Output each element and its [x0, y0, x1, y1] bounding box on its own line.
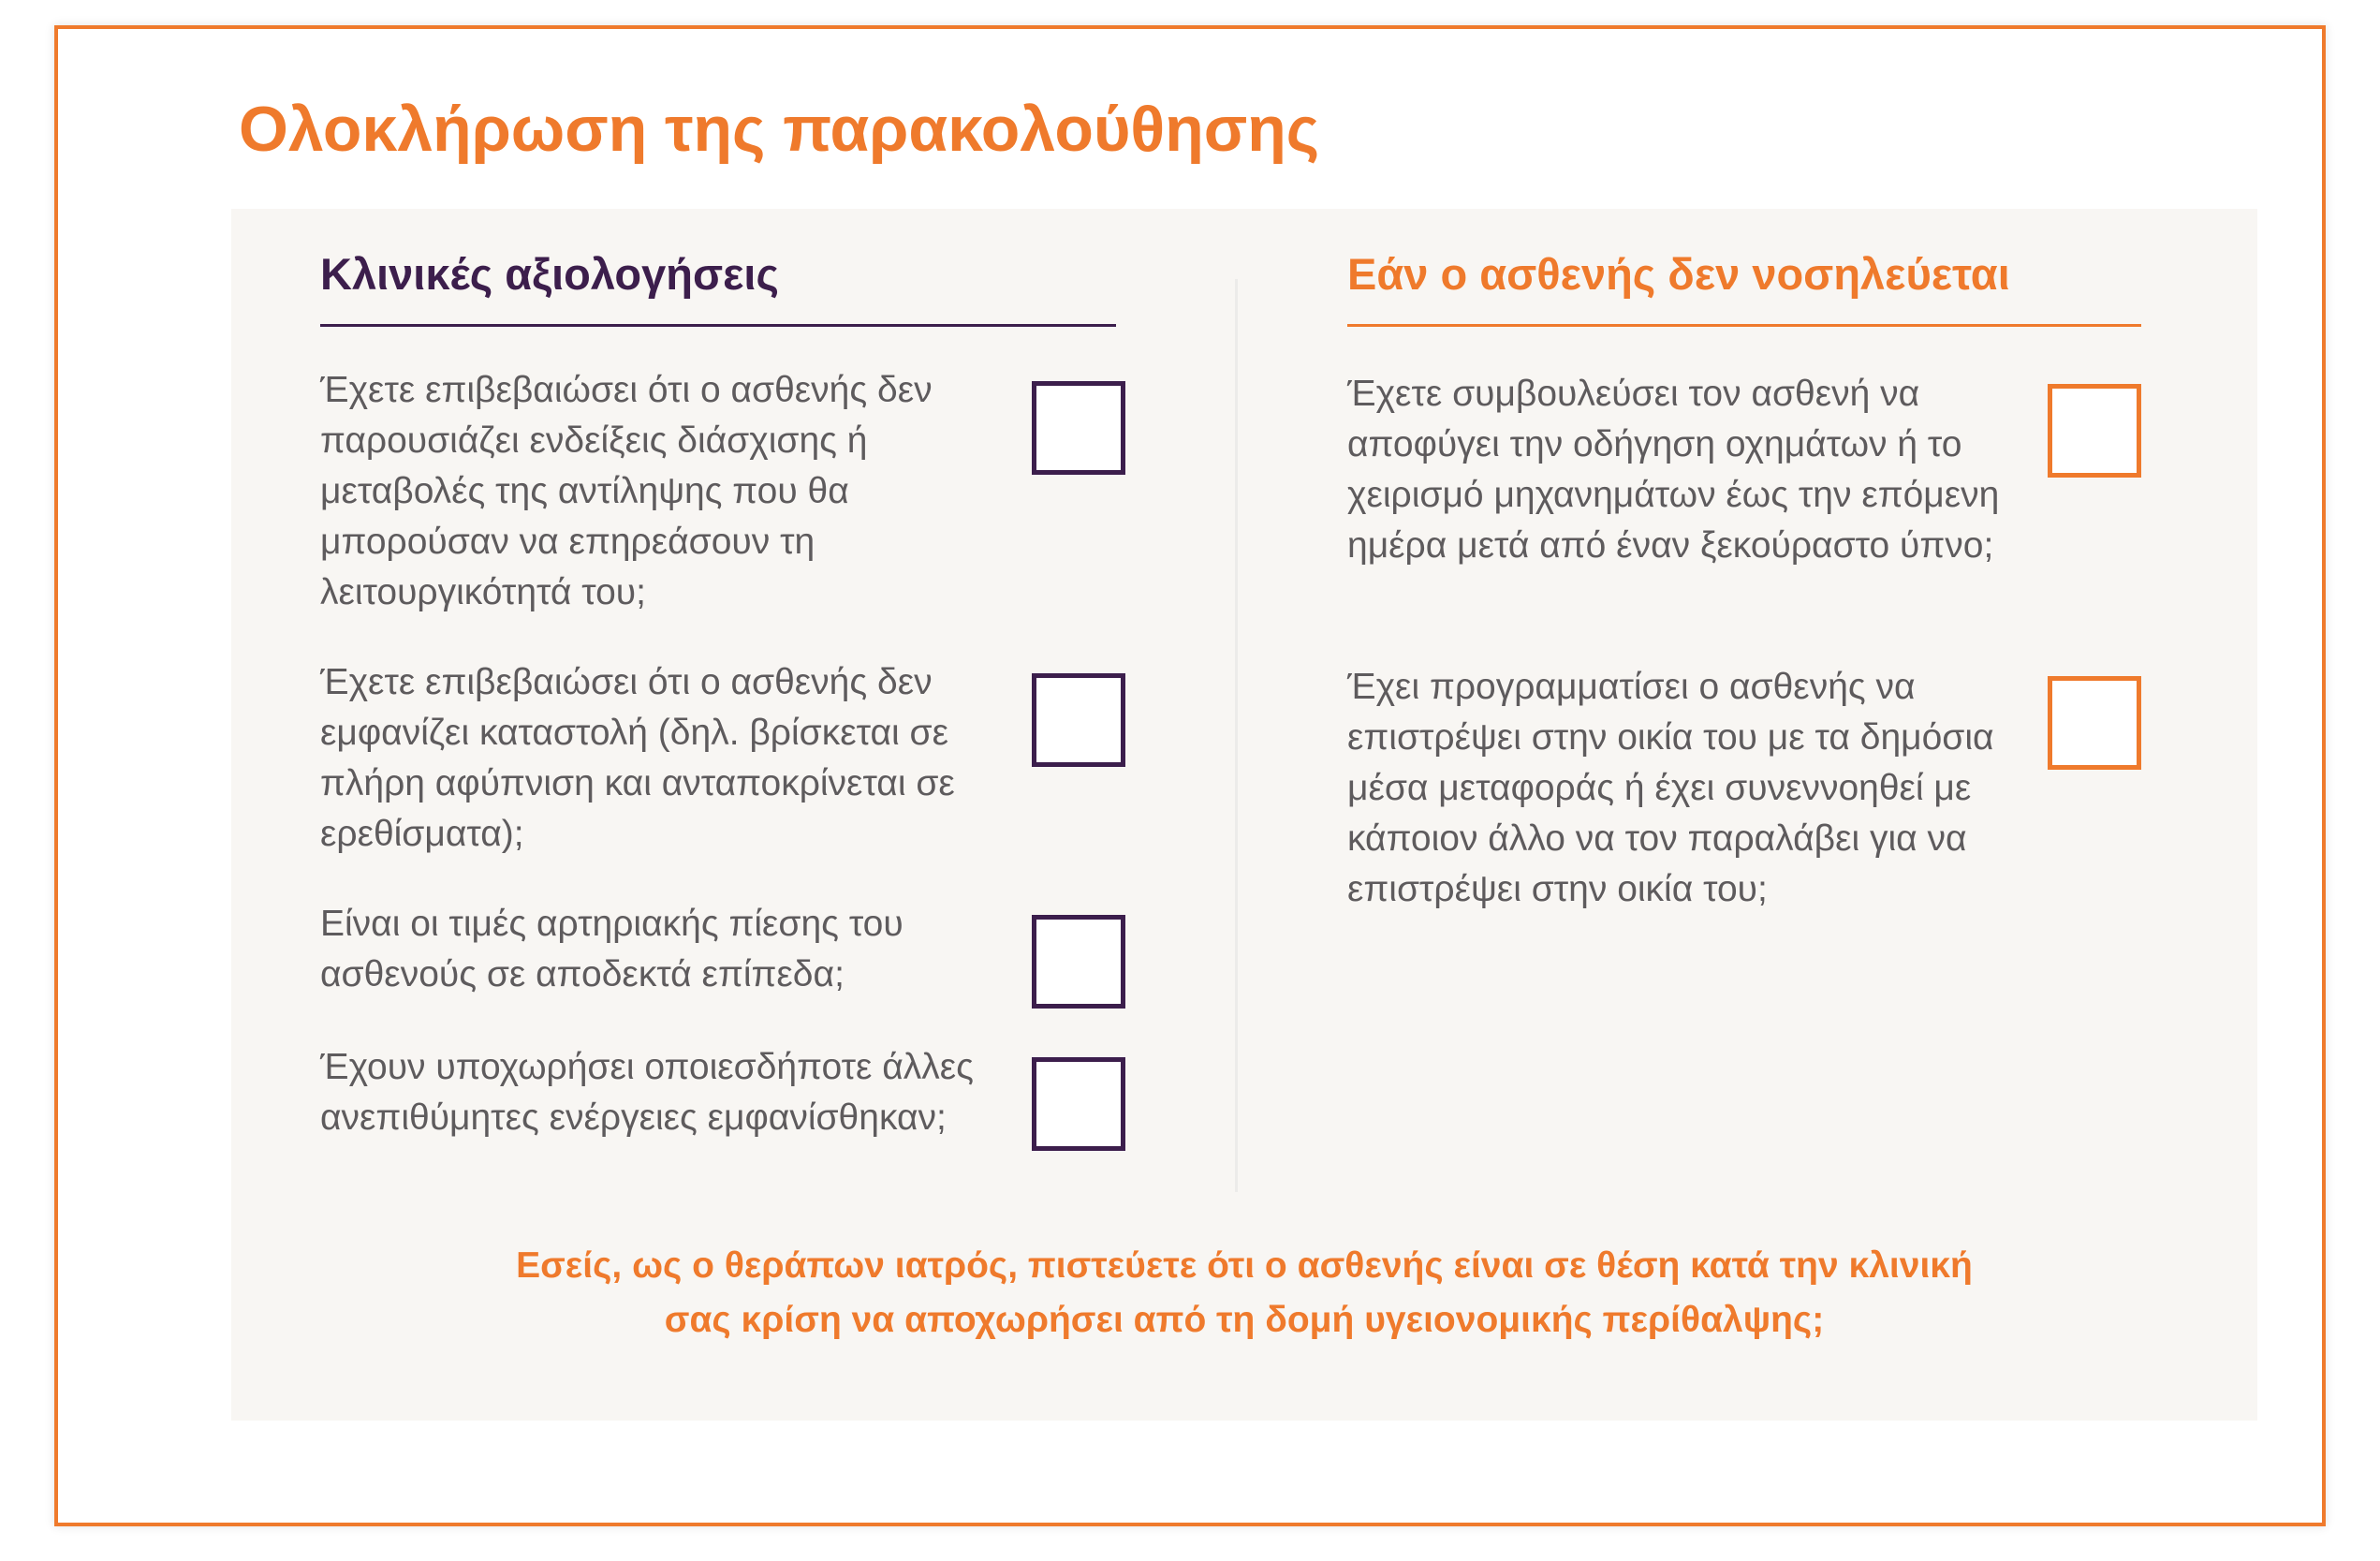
- checkbox-blood-pressure[interactable]: [1032, 915, 1125, 1009]
- checkbox-adverse-events[interactable]: [1032, 1057, 1125, 1151]
- outpatient-heading: Εάν ο ασθενής δεν νοσηλεύεται: [1347, 249, 2010, 299]
- question-sedation: Έχετε επιβεβαιώσει ότι ο ασθενής δεν εμφανίζει καταστολή (δηλ. βρίσκεται σε πλήρη αφύπνιση και ανταποκρίνεται σε ερεθίσματα);: [320, 662, 955, 854]
- checkbox-driving[interactable]: [2048, 384, 2141, 478]
- outpatient-rule: [1347, 324, 2141, 327]
- discharge-question: [231, 1239, 2257, 1347]
- clinical-assessments-rule: [320, 324, 1116, 327]
- discharge-question-line1: Εσείς, ως ο θεράπων ιατρός, πιστεύετε ότι ο ασθενής είναι σε θέση κατά την κλινική: [516, 1245, 1973, 1286]
- question-adverse-events: Έχουν υποχωρήσει οποιεσδήποτε άλλες ανεπιθύμητες ενέργειες εμφανίσθηκαν;: [320, 1047, 974, 1138]
- checkbox-transport-home[interactable]: [2048, 676, 2141, 770]
- clinical-assessments-heading: Κλινικές αξιολογήσεις: [320, 249, 779, 299]
- form-frame: [54, 25, 2326, 1526]
- column-divider: [1235, 279, 1238, 1192]
- checklist-panel: [231, 209, 2257, 1421]
- question-dissociation: Έχετε επιβεβαιώσει ότι ο ασθενής δεν παρουσιάζει ενδείξεις διάσχισης ή μεταβολές της αντίληψης που θα μπορούσαν να επηρεάσουν τη λειτουργικότητά του;: [320, 370, 933, 612]
- checkbox-sedation[interactable]: [1032, 673, 1125, 767]
- discharge-question-line2: σας κρίση να αποχωρήσει από τη δομή υγειονομικής περίθαλψης;: [664, 1300, 1825, 1340]
- question-blood-pressure: Είναι οι τιμές αρτηριακής πίεσης του ασθενούς σε αποδεκτά επίπεδα;: [320, 904, 904, 994]
- page-title: Ολοκλήρωση της παρακολούθησης: [239, 94, 1320, 165]
- checkbox-dissociation[interactable]: [1032, 381, 1125, 475]
- question-transport-home: Έχει προγραμματίσει ο ασθενής να επιστρέψει στην οικία του με τα δημόσια μέσα μεταφοράς ή έχει συνεννοηθεί με κάποιον άλλο να τον παραλάβει για να επιστρέψει στην οικία του;: [1347, 667, 1994, 909]
- question-driving: Έχετε συμβουλεύσει τον ασθενή να αποφύγει την οδήγηση οχημάτων ή το χειρισμό μηχανημάτων έως την επόμενη ημέρα μετά από έναν ξεκούραστο ύπνο;: [1347, 374, 2000, 566]
